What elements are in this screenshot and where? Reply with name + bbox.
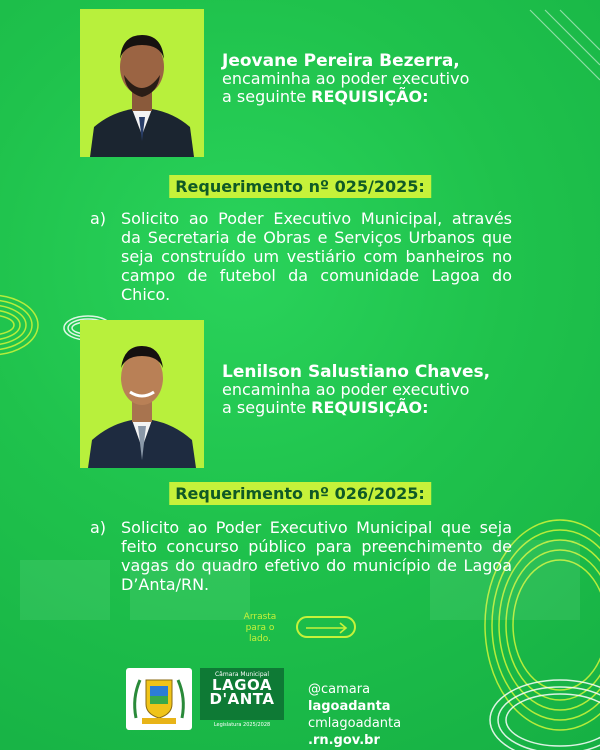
swipe-arrow-icon[interactable] [296, 616, 356, 638]
website-link[interactable] [308, 715, 401, 749]
person-portrait-icon [80, 320, 204, 468]
site-bold: .rn.gov.br [308, 733, 380, 748]
intro-line: encaminha ao poder executivo [222, 69, 470, 88]
request-title-badge: Requerimento nº 025/2025: [169, 175, 431, 198]
request-text: Solicito ao Poder Executivo Municipal, através da Secretaria de Obras e Serviços Urbanos que seja construído um vestiário com banheiros no campo de futebol da comunidade Lagoa do Chico. [121, 209, 512, 304]
arrow-right-icon [304, 621, 350, 635]
logo-line-2: D'ANTA [209, 690, 275, 708]
contact-info [308, 681, 401, 749]
request-title-badge: Requerimento nº 026/2025: [169, 482, 431, 505]
item-marker: a) [90, 518, 107, 537]
handle-prefix: @camara [308, 682, 371, 697]
crest-icon [126, 668, 192, 730]
requisition-label: REQUISIÇÃO: [311, 87, 429, 106]
intro-prefix: a seguinte [222, 87, 312, 106]
councilor-name: Lenilson Salustiano Chaves, [222, 362, 491, 382]
legislature-text: Legislatura 2025/2028 [213, 722, 271, 728]
swipe-hint: Arrasta para o lado. [243, 612, 277, 644]
intro-line-2 [222, 88, 562, 106]
municipal-crest-logo [126, 668, 192, 730]
person-portrait-icon [80, 9, 204, 157]
councilor-photo-1 [80, 9, 204, 157]
councilor-intro-2 [222, 363, 562, 417]
intro-line: encaminha ao poder executivo [222, 380, 470, 399]
intro-prefix: a seguinte [222, 398, 312, 417]
request-item [90, 209, 512, 304]
requisition-label: REQUISIÇÃO: [311, 398, 429, 417]
site-prefix: cmlagoadanta [308, 716, 402, 731]
request-item [90, 518, 512, 594]
councilor-photo-2 [80, 320, 204, 468]
request-text: Solicito ao Poder Executivo Municipal que seja feito concurso público para preenchimento de vagas do quadro efetivo do município de Lagoa D’Anta/RN. [121, 518, 512, 594]
intro-line-2 [222, 399, 562, 417]
item-marker: a) [90, 209, 107, 228]
camara-municipal-logo [200, 668, 284, 720]
handle-bold: lagoadanta [308, 699, 391, 714]
social-handle[interactable] [308, 681, 401, 715]
logo-small-text: Câmara Municipal [214, 671, 269, 678]
logo-line-1: LAGOA [212, 676, 272, 694]
councilor-name: Jeovane Pereira Bezerra, [222, 51, 460, 71]
councilor-intro-1 [222, 52, 562, 106]
